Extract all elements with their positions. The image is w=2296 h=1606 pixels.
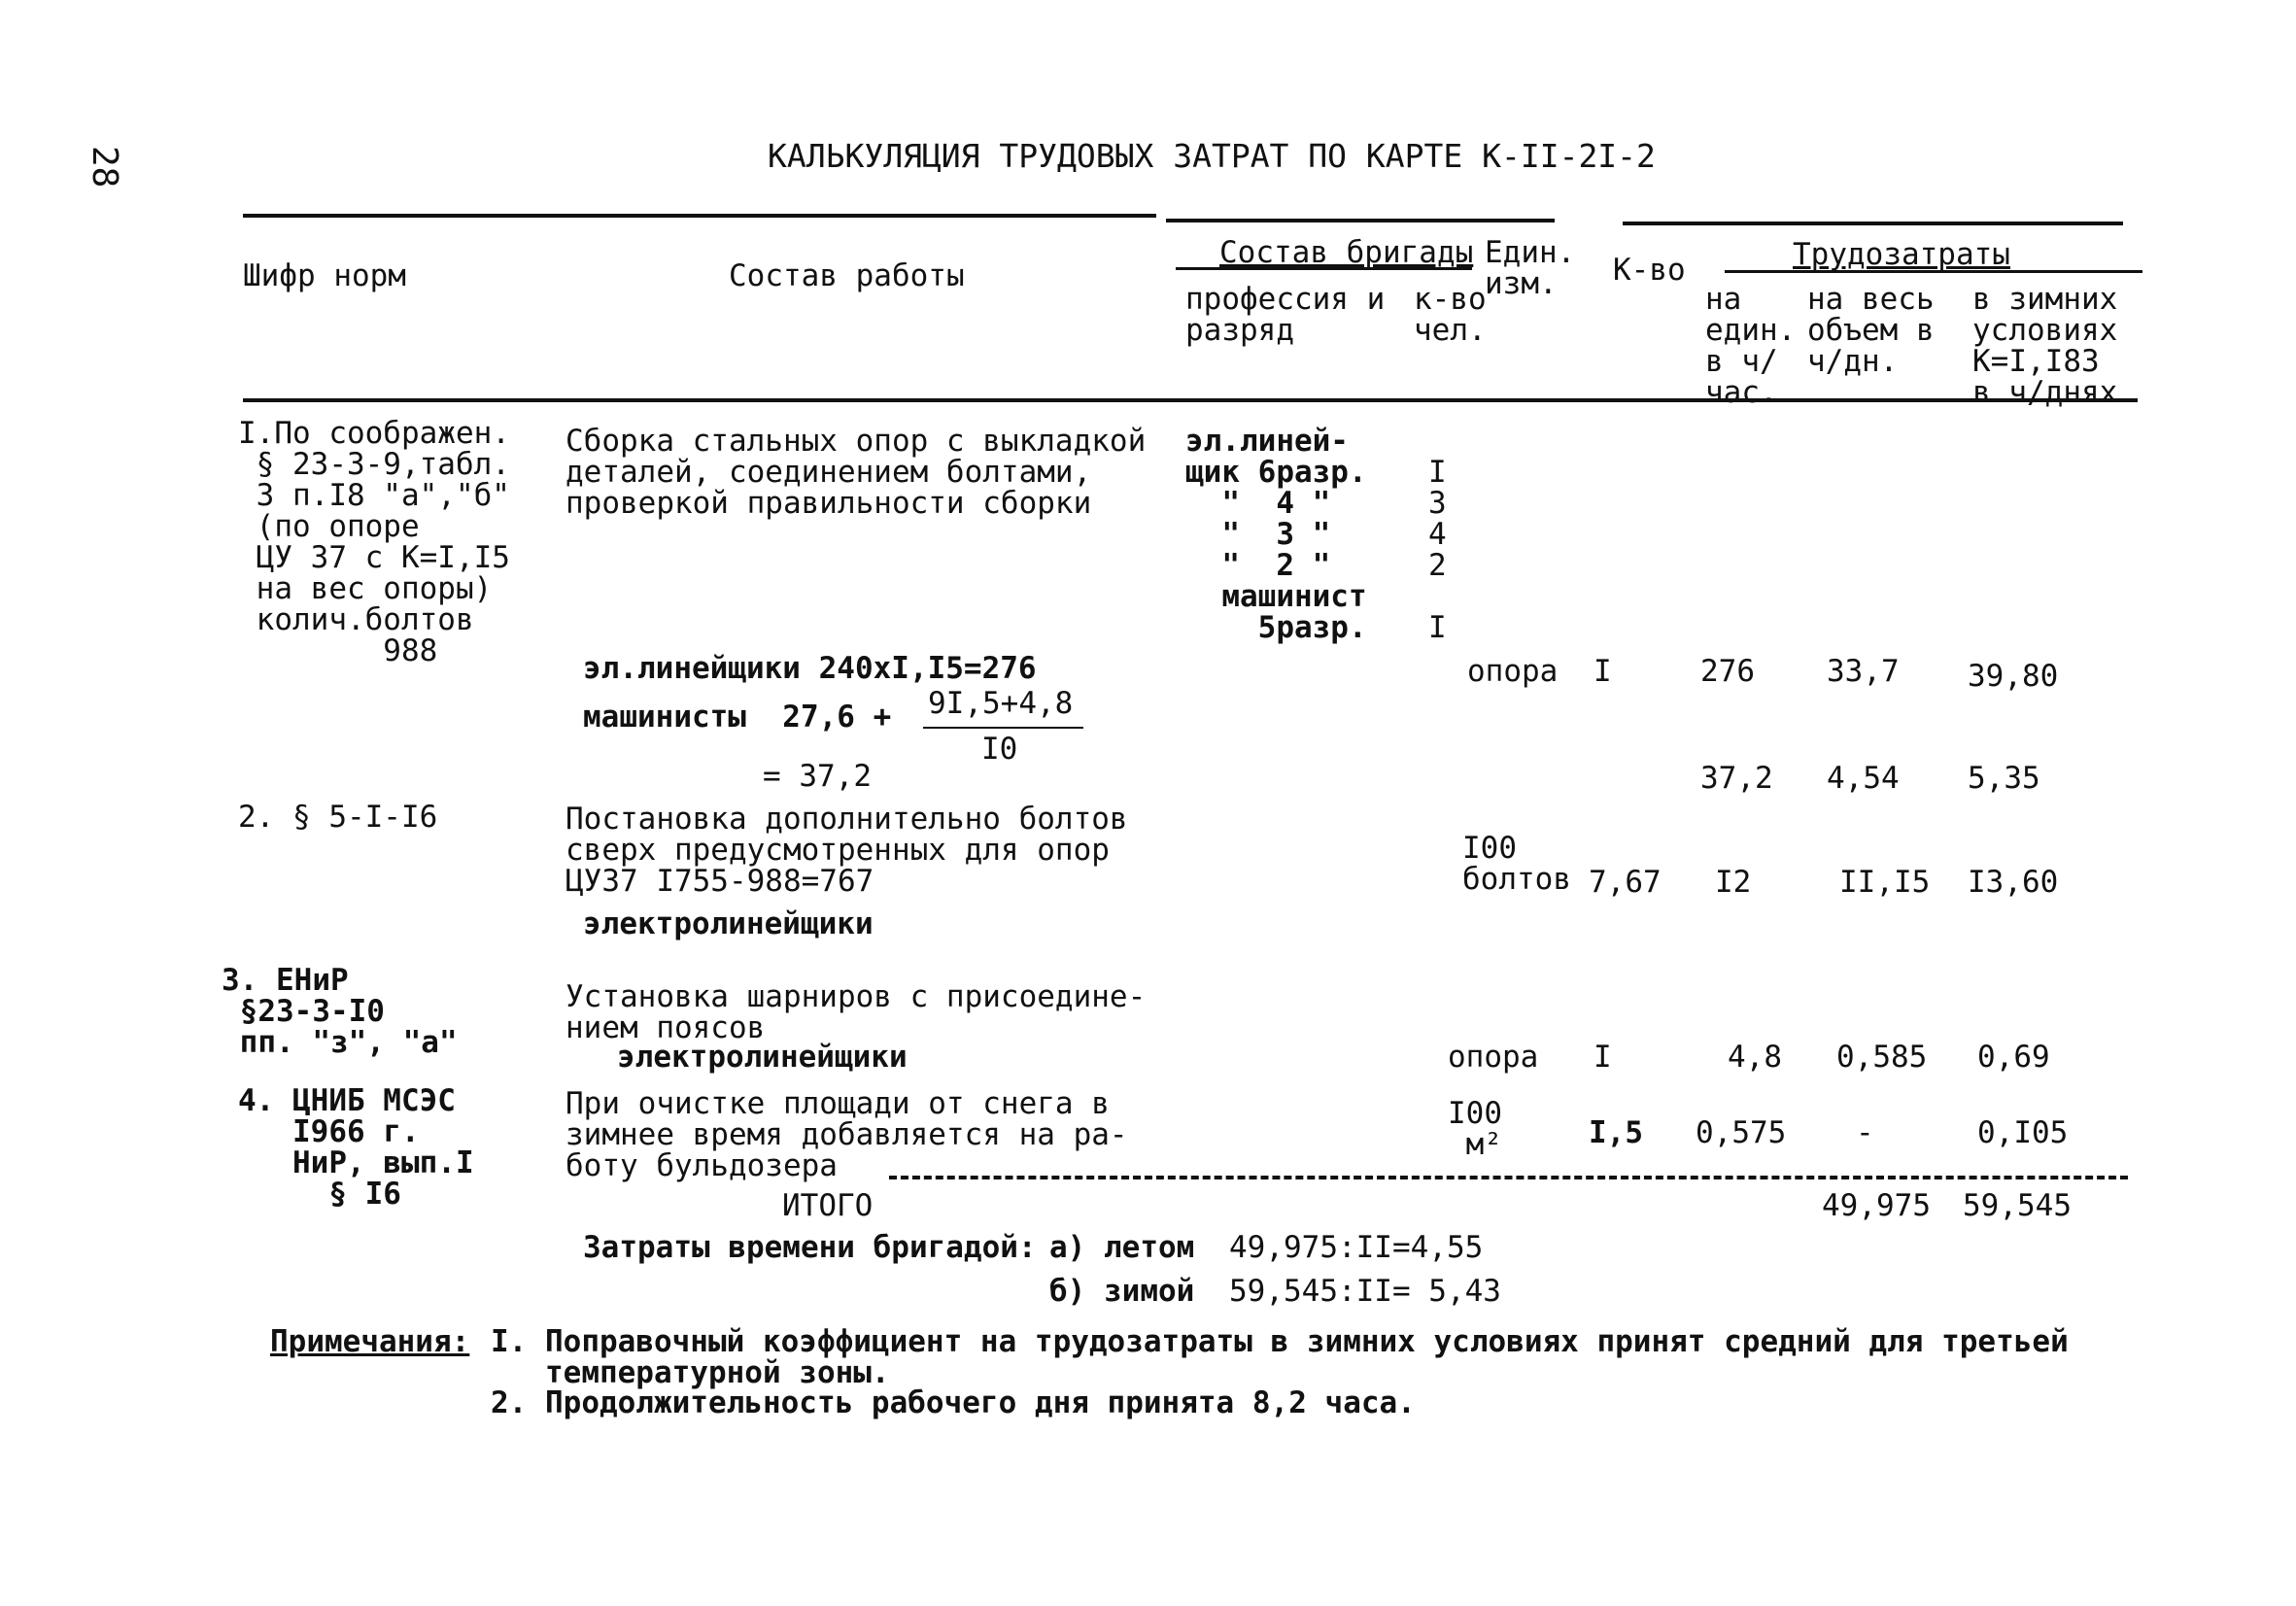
row1-per-unit-2: 37,2 (1700, 761, 1773, 796)
row1-qty: I (1593, 654, 1612, 689)
header-work: Состав работы (729, 258, 965, 293)
total-sum: 49,975 (1822, 1188, 1931, 1223)
row1-total-2: 4,54 (1827, 761, 1900, 796)
row1-code: I.По соображен. § 23-3-9,табл. 3 п.I8 "а","б" (по опоре ЦУ 37 с К=I,I5 на вес опоры) колич.болтов 988 (238, 416, 510, 668)
header-per-unit: на един. в ч/ час. (1705, 282, 1797, 410)
row2-work: Постановка дополнительно болтов сверх предусмотренных для опор ЦУ37 I755-988=767 (565, 802, 1128, 899)
row1-calc2-left: машинисты 27,6 + (583, 700, 892, 735)
row1-calc3: = 37,2 (763, 759, 872, 794)
row4-qty: I,5 (1589, 1115, 1643, 1150)
total-label: ИТОГО (782, 1188, 874, 1223)
page-number: 28 (85, 146, 124, 188)
row4-work: При очистке площади от снега в зимнее время добавляется на ра- боту бульдозера (565, 1086, 1128, 1183)
row3-worker: электролинейщики (617, 1040, 908, 1075)
header-winter: в зимних условиях К=I,I83 в ч/днях (1972, 282, 2118, 410)
row1-calc1: эл.линейщики 240хI,I5=276 (583, 651, 1037, 686)
header-qty: К-во (1613, 253, 1686, 288)
row3-qty: I (1593, 1040, 1612, 1075)
header-bottom-rule (243, 398, 2138, 402)
row1-unit: опора (1467, 654, 1559, 689)
header-labor: Трудозатраты (1793, 237, 2010, 272)
header-top-rule-3 (1623, 222, 2123, 225)
total-winter: 59,545 (1963, 1188, 2072, 1223)
header-unit: Един. изм. (1485, 235, 1576, 301)
page-title: КАЛЬКУЛЯЦИЯ ТРУДОВЫХ ЗАТРАТ ПО КАРТЕ К-II-2I-2 (768, 137, 1656, 175)
row3-code: 3. ЕНиР §23-3-I0 пп. "з", "а" (222, 963, 458, 1060)
row1-work: Сборка стальных опор с выкладкой деталей, соединением болтами, проверкой правильности сборки (565, 424, 1147, 521)
winter-label: б) зимой (1049, 1274, 1195, 1309)
header-code: Шифр норм (243, 258, 406, 293)
row3-per-unit: 4,8 (1728, 1040, 1782, 1075)
header-count: к-во чел. (1414, 282, 1487, 348)
row1-per-unit: 276 (1700, 654, 1755, 689)
row1-winter-2: 5,35 (1968, 761, 2040, 796)
row3-winter: 0,69 (1977, 1040, 2050, 1075)
row4-total: - (1856, 1115, 1874, 1150)
header-profession: профессия и разряд (1185, 282, 1386, 348)
notes-label: Примечания: (270, 1324, 470, 1359)
row1-profession: эл.линей- щик 6разр. " 4 " " 3 " " 2 " машинист 5разр. (1185, 424, 1367, 645)
summer-calc: 49,975:II=4,55 (1229, 1230, 1484, 1265)
row2-code: 2. § 5-I-I6 (238, 800, 438, 835)
row4-unit: I00 м² (1448, 1096, 1502, 1162)
row2-winter: I3,60 (1968, 865, 2059, 900)
row1-calc2-numerator: 9I,5+4,8 (928, 686, 1074, 721)
total-dashed-rule (889, 1176, 2128, 1179)
row2-unit: I00 болтов (1462, 831, 1571, 897)
row2-total: II,I5 (1839, 865, 1931, 900)
row3-total: 0,585 (1836, 1040, 1928, 1075)
brigade-time-label: Затраты времени бригадой: (583, 1230, 1037, 1265)
row4-code: 4. ЦНИБ МСЭС I966 г. НиР, вып.I § I6 (238, 1083, 474, 1212)
row4-winter: 0,I05 (1977, 1115, 2069, 1150)
row1-fraction-bar (923, 727, 1083, 729)
note-2: 2. Продолжительность рабочего дня принята 8,2 часа. (491, 1385, 1416, 1420)
row3-unit: опора (1448, 1040, 1539, 1075)
row1-total: 33,7 (1827, 654, 1900, 689)
row2-qty: 7,67 (1589, 865, 1662, 900)
header-brigade: Состав бригады (1219, 235, 1474, 270)
header-total: на весь объем в ч/дн. (1807, 282, 1935, 379)
header-top-rule-2 (1166, 219, 1555, 222)
header-top-rule (243, 214, 1156, 218)
row1-winter: 39,80 (1968, 659, 2059, 694)
row2-per-unit: I2 (1715, 865, 1752, 900)
row1-calc2-denominator: I0 (981, 732, 1018, 767)
winter-calc: 59,545:II= 5,43 (1229, 1274, 1501, 1309)
note-1: I. Поправочный коэффициент на трудозатраты в зимних условиях принят средний для третьей температурной зоны. (491, 1324, 2069, 1390)
row3-work: Установка шарниров с присоедине- нием поясов (565, 979, 1147, 1045)
row4-per-unit: 0,575 (1696, 1115, 1787, 1150)
row2-worker: электролинейщики (583, 906, 874, 941)
summer-label: а) летом (1049, 1230, 1195, 1265)
row1-count: I 3 4 2 I (1428, 455, 1447, 645)
